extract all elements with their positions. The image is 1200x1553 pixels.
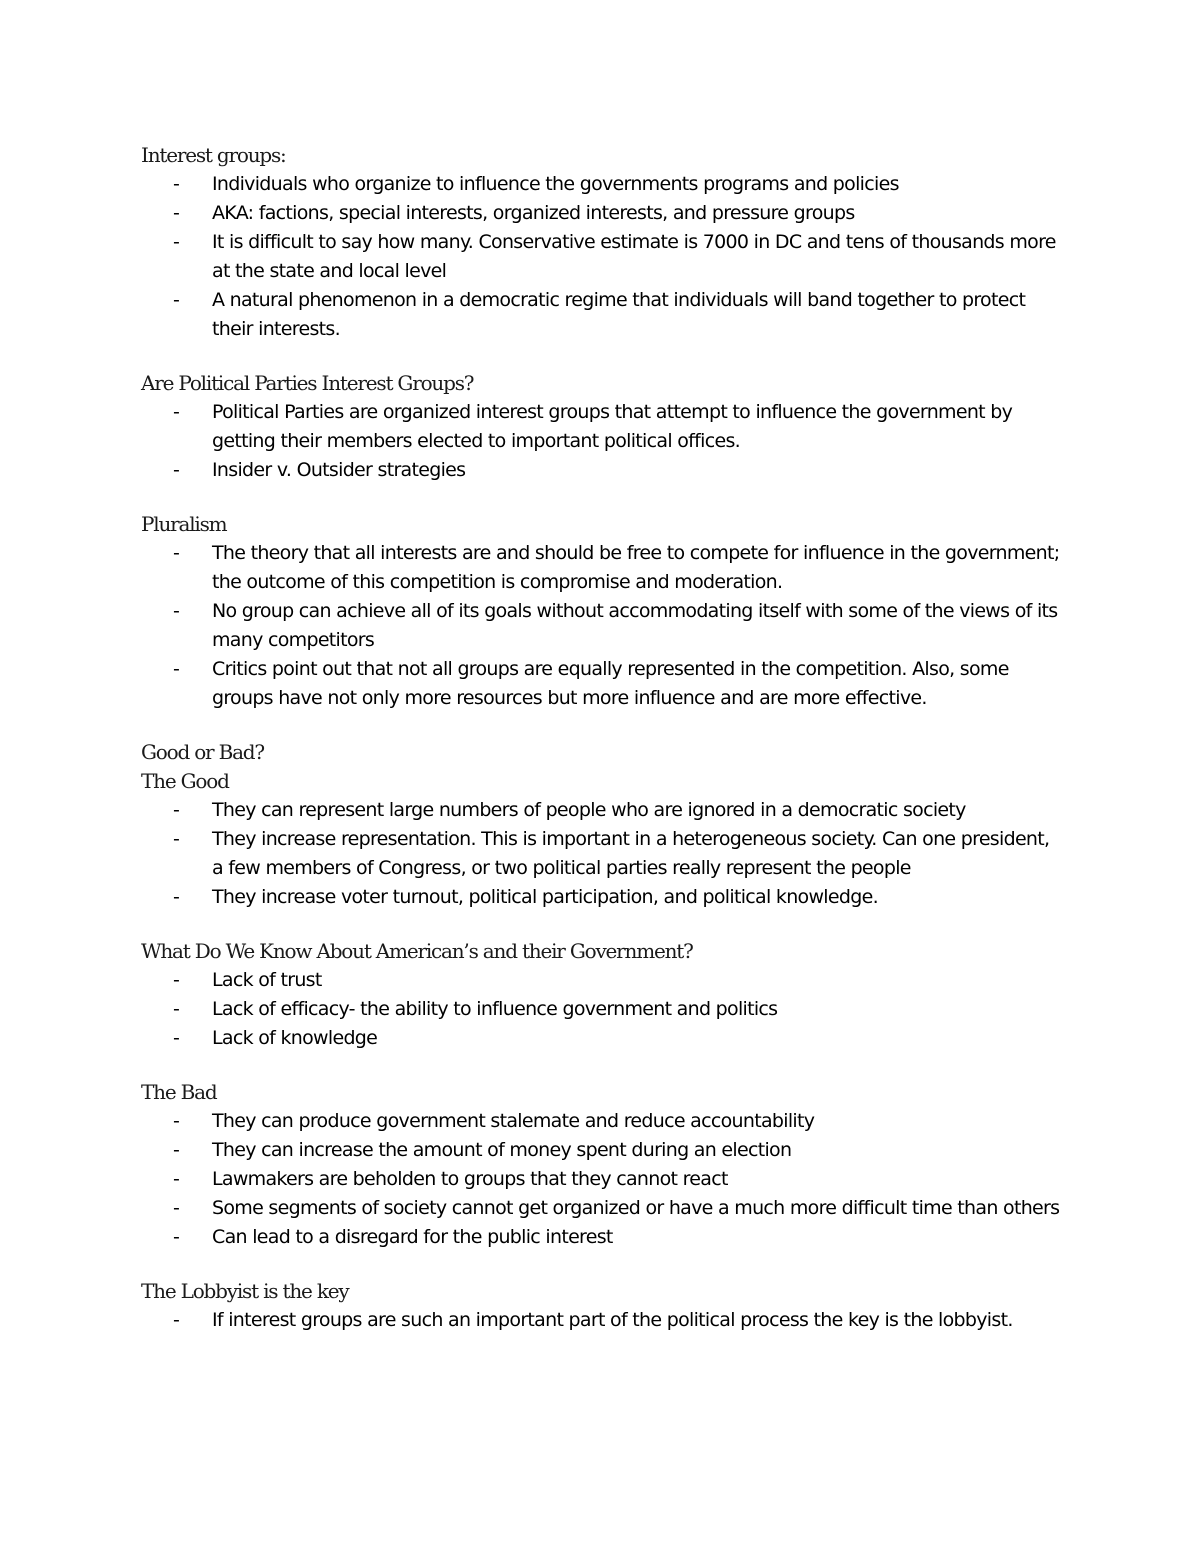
list-item-text: They can represent large numbers of people who are ignored in a democratic society — [212, 799, 966, 821]
list-item-text: They can produce government stalemate and reduce accountability — [212, 1110, 815, 1132]
list-item — [141, 1136, 1061, 1165]
list-item-text: Political Parties are organized interest groups that attempt to influence the government by getting their members elected to important political offices. — [212, 401, 1013, 452]
section-heading: The Good — [141, 769, 229, 793]
list-item-text: No group can achieve all of its goals without accommodating itself with some of the views of its many competitors — [212, 600, 1058, 651]
bullet-dash: - — [173, 1226, 180, 1248]
section-political-parties — [141, 369, 1061, 485]
bullet-dash: - — [173, 799, 180, 821]
bullet-dash: - — [173, 1168, 180, 1190]
bullet-dash: - — [173, 231, 180, 253]
section-lobbyist — [141, 1277, 1061, 1335]
list-item — [141, 1024, 1061, 1053]
list-item — [141, 1306, 1061, 1335]
list-item-text: The theory that all interests are and should be free to compete for influence in the government; the outcome of this competition is compromise and moderation. — [212, 542, 1060, 593]
list-item-text: Lawmakers are beholden to groups that they cannot react — [212, 1168, 728, 1190]
list-item-text: They increase voter turnout, political participation, and political knowledge. — [212, 886, 878, 908]
list-item — [141, 883, 1061, 912]
bullet-dash: - — [173, 969, 180, 991]
bullet-list — [141, 539, 1061, 713]
list-item — [141, 1223, 1061, 1252]
list-item-text: It is difficult to say how many. Conservative estimate is 7000 in DC and tens of thousands more at the state and local level — [212, 231, 1056, 282]
bullet-dash: - — [173, 202, 180, 224]
section-heading: What Do We Know About American’s and their Government? — [141, 939, 693, 963]
list-item — [141, 456, 1061, 485]
bullet-list — [141, 170, 1061, 344]
list-item-text: Lack of knowledge — [212, 1027, 378, 1049]
section-pluralism — [141, 510, 1061, 713]
list-item-text: Some segments of society cannot get organized or have a much more difficult time than others — [212, 1197, 1060, 1219]
list-item-text: They increase representation. This is important in a heterogeneous society. Can one president, a few members of Congress, or two political parties really represent the people — [212, 828, 1050, 879]
bullet-list — [141, 796, 1061, 912]
document-body — [141, 141, 1061, 1360]
list-item — [141, 1165, 1061, 1194]
list-item-text: Critics point out that not all groups are equally represented in the competition. Also, some groups have not only more resources but more influence and are more effective. — [212, 658, 1009, 709]
bullet-dash: - — [173, 998, 180, 1020]
list-item — [141, 228, 1061, 286]
list-item — [141, 170, 1061, 199]
list-item-text: Lack of trust — [212, 969, 322, 991]
section-heading: Pluralism — [141, 512, 227, 536]
section-heading: Good or Bad? — [141, 740, 264, 764]
bullet-list — [141, 966, 1061, 1053]
bullet-dash: - — [173, 658, 180, 680]
bullet-dash: - — [173, 459, 180, 481]
list-item-text: Insider v. Outsider strategies — [212, 459, 466, 481]
section-heading: Interest groups: — [141, 143, 286, 167]
section-the-bad — [141, 1078, 1061, 1252]
list-item — [141, 966, 1061, 995]
section-interest-groups — [141, 141, 1061, 344]
list-item — [141, 398, 1061, 456]
bullet-dash: - — [173, 1027, 180, 1049]
list-item — [141, 539, 1061, 597]
list-item-text: They can increase the amount of money spent during an election — [212, 1139, 792, 1161]
list-item — [141, 1194, 1061, 1223]
bullet-dash: - — [173, 886, 180, 908]
bullet-dash: - — [173, 1309, 180, 1331]
list-item — [141, 286, 1061, 344]
section-heading: Are Political Parties Interest Groups? — [141, 371, 474, 395]
bullet-dash: - — [173, 289, 180, 311]
bullet-list — [141, 1306, 1061, 1335]
list-item-text: AKA: factions, special interests, organized interests, and pressure groups — [212, 202, 855, 224]
list-item-text: If interest groups are such an important part of the political process the key is the lobbyist. — [212, 1309, 1013, 1331]
bullet-dash: - — [173, 600, 180, 622]
list-item — [141, 199, 1061, 228]
list-item — [141, 655, 1061, 713]
bullet-dash: - — [173, 828, 180, 850]
section-good-or-bad — [141, 738, 1061, 767]
bullet-dash: - — [173, 1197, 180, 1219]
bullet-list — [141, 1107, 1061, 1252]
bullet-dash: - — [173, 1110, 180, 1132]
section-heading: The Bad — [141, 1080, 217, 1104]
bullet-dash: - — [173, 401, 180, 423]
list-item-text: Lack of efficacy- the ability to influence government and politics — [212, 998, 778, 1020]
list-item-text: Individuals who organize to influence the governments programs and policies — [212, 173, 899, 195]
list-item — [141, 1107, 1061, 1136]
bullet-dash: - — [173, 542, 180, 564]
list-item-text: Can lead to a disregard for the public interest — [212, 1226, 613, 1248]
list-item-text: A natural phenomenon in a democratic regime that individuals will band together to protect their interests. — [212, 289, 1026, 340]
section-what-do-we-know — [141, 937, 1061, 1053]
section-the-good — [141, 767, 1061, 912]
section-heading: The Lobbyist is the key — [141, 1279, 349, 1303]
list-item — [141, 796, 1061, 825]
list-item — [141, 825, 1061, 883]
bullet-dash: - — [173, 1139, 180, 1161]
list-item — [141, 597, 1061, 655]
list-item — [141, 995, 1061, 1024]
bullet-list — [141, 398, 1061, 485]
bullet-dash: - — [173, 173, 180, 195]
